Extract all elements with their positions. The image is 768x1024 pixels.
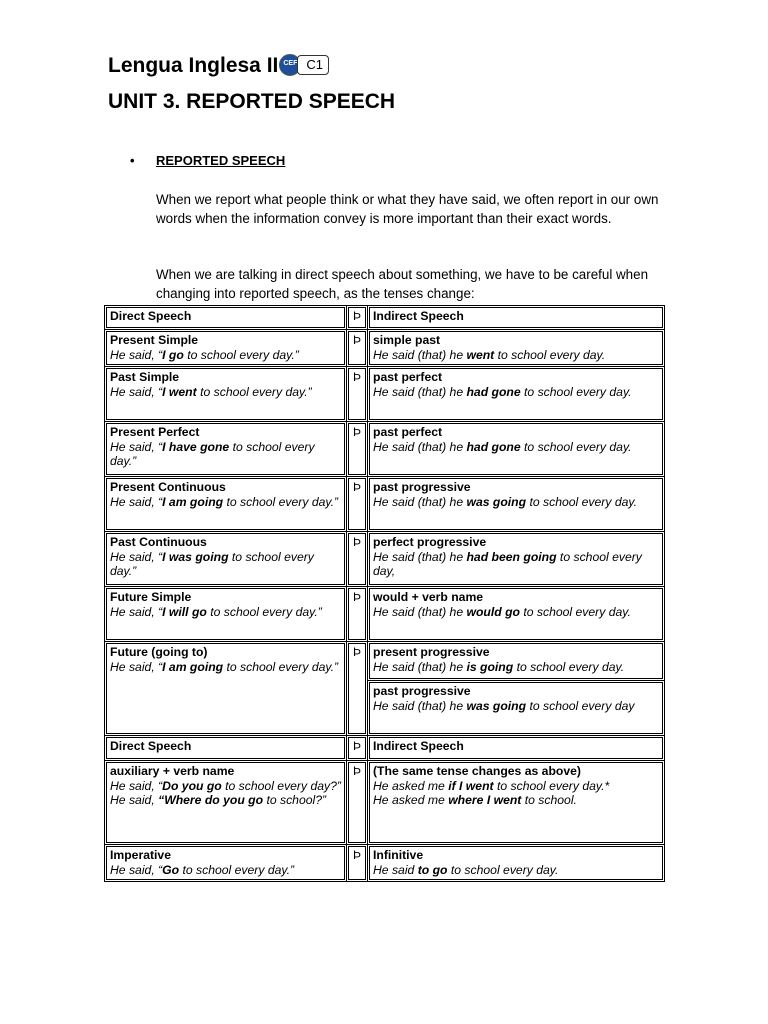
example-sentence: He said (that) he was going to school every day <box>373 698 635 713</box>
example-sentence: He said, “I was going to school every day.” <box>110 549 314 578</box>
table-row <box>105 532 665 587</box>
table-cell <box>368 642 665 681</box>
table-cell <box>105 422 347 477</box>
example-sentence: He said, “I go to school every day.” <box>110 347 299 362</box>
tense-name: Future (going to) <box>110 645 208 659</box>
table-cell <box>368 587 665 642</box>
example-sentence: He said, “Do you go to school every day?” <box>110 778 341 793</box>
section-heading-text: REPORTED SPEECH <box>156 153 286 168</box>
table-row <box>105 422 665 477</box>
table-cell <box>105 532 347 587</box>
cef-circle-icon: CEF <box>279 54 301 76</box>
example-sentence: He said, “I am going to school every day.” <box>110 494 339 509</box>
tense-name: Future Simple <box>110 590 192 604</box>
table-row <box>105 367 665 422</box>
tense-name: Imperative <box>110 848 171 862</box>
arrow-icon: Þ <box>347 422 368 477</box>
column-header-direct: Direct Speech <box>110 309 192 323</box>
table-cell <box>368 422 665 477</box>
tense-name: perfect progressive <box>373 535 487 549</box>
tense-name: Present Perfect <box>110 425 200 439</box>
tense-name: Present Simple <box>110 333 199 347</box>
arrow-icon: Þ <box>347 761 368 845</box>
table-cell <box>368 532 665 587</box>
example-sentence: He said, “Where do you go to school?” <box>110 793 327 807</box>
table-row <box>105 587 665 642</box>
arrow-icon: Þ <box>347 532 368 587</box>
tense-name: would + verb name <box>373 590 484 604</box>
example-sentence: He said, “I am going to school every day.” <box>110 659 339 674</box>
tense-name: past perfect <box>373 370 443 384</box>
table-row <box>105 477 665 532</box>
column-header-indirect: Indirect Speech <box>373 309 464 323</box>
paragraph-2: When we are talking in direct speech about something, we have to be careful when changing into reported speech, as the tenses change: <box>156 267 649 301</box>
tense-name: Present Continuous <box>110 480 226 494</box>
table-cell <box>368 736 665 761</box>
example-sentence: He said (that) he had gone to school every day. <box>373 439 632 454</box>
table-row <box>105 642 665 681</box>
example-sentence: He said (that) he had been going to school every day, <box>373 549 642 578</box>
table-cell <box>105 761 347 845</box>
table-row <box>105 845 665 882</box>
arrow-icon: Þ <box>347 642 368 736</box>
table-header-row <box>105 306 665 330</box>
table-cell <box>368 330 665 367</box>
column-header-direct: Direct Speech <box>110 739 192 753</box>
cef-c1-badge-icon <box>279 54 331 76</box>
table-cell <box>105 477 347 532</box>
example-sentence: He said, “I have gone to school every day.” <box>110 439 315 468</box>
table-cell <box>105 367 347 422</box>
example-sentence: He said (that) he was going to school every day. <box>373 494 637 509</box>
table-row <box>105 330 665 367</box>
tense-name: auxiliary + verb name <box>110 764 235 778</box>
table-cell <box>368 761 665 845</box>
table-cell <box>368 306 665 330</box>
arrow-icon: Þ <box>347 845 368 882</box>
table-cell <box>368 477 665 532</box>
table-cell <box>368 681 665 736</box>
example-sentence: He asked me where I went to school. <box>373 793 577 807</box>
table-cell <box>368 367 665 422</box>
example-sentence: He said, “Go to school every day.” <box>110 862 295 877</box>
table-cell <box>368 845 665 882</box>
table-cell <box>105 306 347 330</box>
arrow-icon: Þ <box>347 736 368 761</box>
table-cell <box>105 736 347 761</box>
table-cell <box>105 845 347 882</box>
arrow-icon: Þ <box>347 477 368 532</box>
example-sentence: He said, “I will go to school every day.” <box>110 604 322 619</box>
bullet-icon: • <box>130 153 135 168</box>
example-sentence: He said (that) he would go to school every day. <box>373 604 631 619</box>
table-cell <box>105 330 347 367</box>
arrow-icon: Þ <box>347 587 368 642</box>
tense-name: present progressive <box>373 645 490 659</box>
arrow-icon: Þ <box>347 306 368 330</box>
arrow-icon: Þ <box>347 367 368 422</box>
table-row <box>105 761 665 845</box>
table-cell <box>105 587 347 642</box>
level-badge: C1 <box>297 55 329 75</box>
table-header-row <box>105 736 665 761</box>
tense-name: Infinitive <box>373 848 424 862</box>
example-sentence: He asked me if I went to school every day.* <box>373 778 610 793</box>
tense-name: Past Continuous <box>110 535 207 549</box>
course-title-line <box>108 54 331 78</box>
example-sentence: He said (that) he is going to school every day. <box>373 659 625 674</box>
example-sentence: He said to go to school every day. <box>373 862 559 877</box>
course-title: Lengua Inglesa II <box>108 54 279 77</box>
tense-name: (The same tense changes as above) <box>373 764 581 778</box>
column-header-indirect: Indirect Speech <box>373 739 464 753</box>
tense-name: past progressive <box>373 480 471 494</box>
tense-changes-table <box>104 305 665 882</box>
tense-name: simple past <box>373 333 441 347</box>
example-sentence: He said, “I went to school every day.” <box>110 384 312 399</box>
arrow-icon: Þ <box>347 330 368 367</box>
tense-name: past progressive <box>373 684 471 698</box>
tense-name: past perfect <box>373 425 443 439</box>
unit-title: UNIT 3. REPORTED SPEECH <box>108 90 396 113</box>
example-sentence: He said (that) he went to school every day. <box>373 347 606 362</box>
table-cell <box>105 642 347 736</box>
tense-name: Past Simple <box>110 370 180 384</box>
section-heading <box>130 153 285 168</box>
paragraph-1: When we report what people think or what they have said, we often report in our own words when the information convey is more important than their exact words. <box>156 192 659 226</box>
example-sentence: He said (that) he had gone to school every day. <box>373 384 632 399</box>
